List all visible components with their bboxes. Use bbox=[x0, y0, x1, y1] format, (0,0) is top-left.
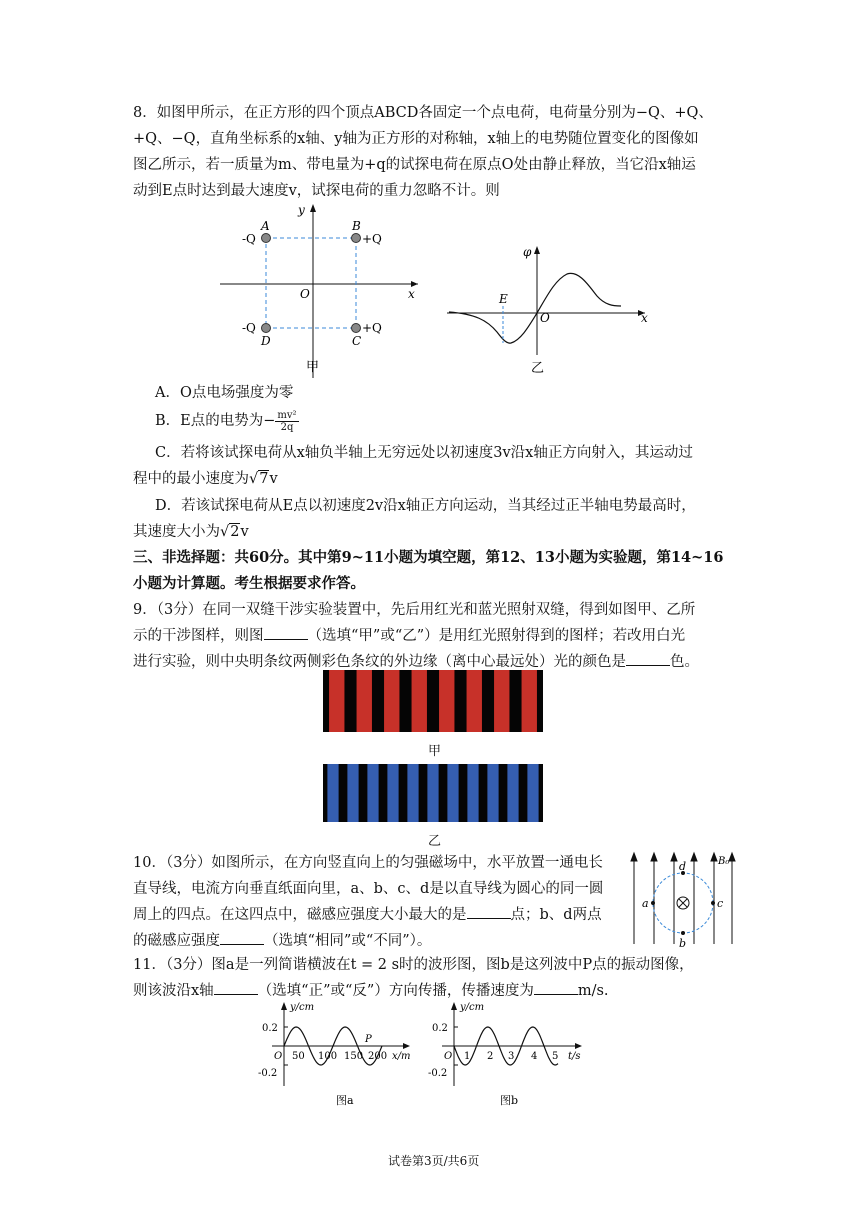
point-P: P bbox=[365, 1034, 372, 1045]
y-axis-label: y/cm bbox=[460, 1002, 485, 1013]
y-tick-neg: -0.2 bbox=[258, 1068, 278, 1079]
charge-D: -Q bbox=[242, 321, 256, 335]
q10-line2: 直导线，电流方向垂直纸面向里，a、b、c、d是以直导线为圆心的同一圆 bbox=[133, 881, 604, 897]
page-footer: 试卷第3页/共6页 bbox=[388, 1154, 480, 1168]
answer-blank[interactable] bbox=[220, 930, 264, 945]
point-d: d bbox=[679, 860, 687, 873]
x-tick: 150 bbox=[344, 1051, 364, 1062]
charge-C: +Q bbox=[362, 321, 382, 335]
t-tick: 1 bbox=[464, 1051, 471, 1062]
fraction: $\frac{\text{mv²}}{2q}$ bbox=[277, 409, 297, 433]
bright-fringe bbox=[494, 670, 509, 732]
q8-option-d-line2: 其速度大小为√2v bbox=[133, 524, 249, 540]
bright-fringe bbox=[467, 764, 478, 822]
q10-line3: 周上的四点。在这四点中，磁感应强度大小最大的是 点；b、d两点 bbox=[133, 902, 602, 928]
point-b: b bbox=[679, 937, 687, 950]
q8-stem-line2: +Q、−Q，直角坐标系的x轴、y轴为正方形的对称轴，x轴上的电势随位置变化的图像如 bbox=[133, 131, 699, 147]
y-tick-pos: 0.2 bbox=[262, 1023, 278, 1034]
bright-fringe bbox=[467, 670, 482, 732]
label-A: A bbox=[261, 219, 270, 233]
caption-b: 图b bbox=[500, 1094, 519, 1107]
bright-fringe bbox=[522, 670, 537, 732]
q8-option-a: A．O点电场强度为零 bbox=[155, 385, 294, 401]
origin-O: O bbox=[300, 287, 310, 301]
fringe-background bbox=[323, 670, 543, 732]
q9-line2: 示的干涉图样，则图 （选填“甲”或“乙”）是用红光照射得到的图样；若改用白光 bbox=[133, 623, 685, 649]
q8-option-b: B．E点的电势为− $\frac{\text{mv²}}{2q}$ bbox=[155, 409, 297, 433]
bright-fringe bbox=[427, 764, 438, 822]
answer-blank[interactable] bbox=[214, 980, 258, 995]
q8-figure-yi bbox=[445, 240, 655, 380]
caption-yi: 乙 bbox=[531, 361, 545, 376]
label-B: B bbox=[352, 219, 361, 233]
bright-fringe bbox=[347, 764, 358, 822]
answer-blank[interactable] bbox=[626, 651, 670, 666]
bright-fringe bbox=[367, 764, 378, 822]
y-tick-neg: -0.2 bbox=[428, 1068, 448, 1079]
y-tick-pos: 0.2 bbox=[432, 1023, 448, 1034]
bright-fringe bbox=[387, 764, 398, 822]
q8-option-c-line1: C．若将该试探电荷从x轴负半轴上无穷远处以初速度3v沿x轴正方向射入，其运动过 bbox=[155, 445, 693, 461]
q10-magnetic-field-figure bbox=[628, 850, 740, 950]
point-E-label: E bbox=[499, 292, 508, 306]
y-axis-label: y/cm bbox=[290, 1002, 315, 1013]
caption-yi: 乙 bbox=[428, 834, 442, 849]
q8-stem-line4: 动到E点时达到最大速度v，试探电荷的重力忽略不计。则 bbox=[133, 183, 500, 199]
q11-figure-b-vibration bbox=[428, 998, 588, 1110]
bright-fringe bbox=[329, 670, 344, 732]
charge-A: -Q bbox=[242, 232, 256, 246]
answer-blank[interactable] bbox=[534, 980, 578, 995]
x-tick: 200 bbox=[368, 1051, 388, 1062]
caption-a: 图a bbox=[336, 1094, 354, 1107]
t-tick: 2 bbox=[487, 1051, 494, 1062]
bright-fringe bbox=[527, 764, 538, 822]
label-D: D bbox=[261, 334, 271, 348]
bright-fringe bbox=[447, 764, 458, 822]
origin-O: O bbox=[274, 1051, 283, 1062]
origin-O: O bbox=[540, 311, 550, 325]
bright-fringe bbox=[487, 764, 498, 822]
field-B0-label: B₀ bbox=[718, 856, 730, 867]
q9-line1: 9．（3分）在同一双缝干涉实验装置中，先后用红光和蓝光照射双缝，得到如图甲、乙所 bbox=[133, 602, 696, 618]
bright-fringe bbox=[439, 670, 454, 732]
x-axis-label: x/m bbox=[392, 1051, 411, 1062]
t-tick: 3 bbox=[508, 1051, 515, 1062]
q8-option-c-line2: 程中的最小速度为√7v bbox=[133, 471, 278, 487]
q11-line1: 11．（3分）图a是一列简谐横波在t = 2 s时的波形图，图b是这列波中P点的振动图像， bbox=[133, 957, 694, 973]
caption-jia: 甲 bbox=[306, 360, 320, 375]
q9-line3: 进行实验，则中央明条纹两侧彩色条纹的外边缘（离中心最远处）光的颜色是 色。 bbox=[133, 649, 699, 675]
origin-O: O bbox=[444, 1051, 453, 1062]
interference-pattern-blue bbox=[323, 764, 543, 822]
q8-option-d-line1: D．若该试探电荷从E点以初速度2v沿x轴正方向运动，当其经过正半轴电势最高时， bbox=[155, 498, 696, 514]
interference-pattern-red bbox=[323, 670, 543, 732]
q8-figure-jia bbox=[218, 200, 428, 380]
bright-fringe bbox=[407, 764, 418, 822]
bright-fringe bbox=[507, 764, 518, 822]
q8-stem-line3: 图乙所示，若一质量为m、带电量为+q的试探电荷在原点O处由静止释放，当它沿x轴运 bbox=[133, 157, 696, 173]
axis-x-label: x bbox=[641, 311, 648, 325]
bright-fringe bbox=[412, 670, 427, 732]
answer-blank[interactable] bbox=[467, 904, 511, 919]
q8-stem-line1: 8．如图甲所示，在正方形的四个顶点ABCD各固定一个点电荷，电荷量分别为−Q、+Q、 bbox=[133, 105, 713, 121]
bright-fringe bbox=[357, 670, 372, 732]
q11-figure-a-waveform bbox=[258, 998, 418, 1110]
answer-blank[interactable] bbox=[264, 625, 308, 640]
section3-header-line2: 小题为计算题。考生根据要求作答。 bbox=[133, 575, 365, 592]
bright-fringe bbox=[327, 764, 338, 822]
q10-line4: 的磁感应强度 （选填“相同”或“不同”）。 bbox=[133, 928, 431, 954]
t-axis-label: t/s bbox=[568, 1051, 581, 1062]
caption-jia: 甲 bbox=[428, 744, 442, 759]
x-tick: 100 bbox=[318, 1051, 338, 1062]
q10-line1: 10．（3分）如图所示，在方向竖直向上的匀强磁场中，水平放置一通电长 bbox=[133, 855, 603, 871]
q11-line2: 则该波沿x轴 （选填“正”或“反”）方向传播，传播速度为 m/s. bbox=[133, 978, 609, 1004]
label-C: C bbox=[352, 334, 362, 348]
section3-header-line1: 三、非选择题：共60分。其中第9~11小题为填空题，第12、13小题为实验题，第14~16 bbox=[133, 549, 724, 566]
t-tick: 5 bbox=[552, 1051, 559, 1062]
axis-y-label: y bbox=[298, 203, 305, 217]
t-tick: 4 bbox=[531, 1051, 538, 1062]
axis-x-label: x bbox=[408, 287, 415, 301]
point-c: c bbox=[717, 897, 724, 910]
bright-fringe bbox=[384, 670, 399, 732]
x-tick: 50 bbox=[292, 1051, 305, 1062]
point-a: a bbox=[642, 897, 649, 910]
charge-B: +Q bbox=[362, 232, 382, 246]
axis-phi-label: φ bbox=[523, 245, 532, 259]
